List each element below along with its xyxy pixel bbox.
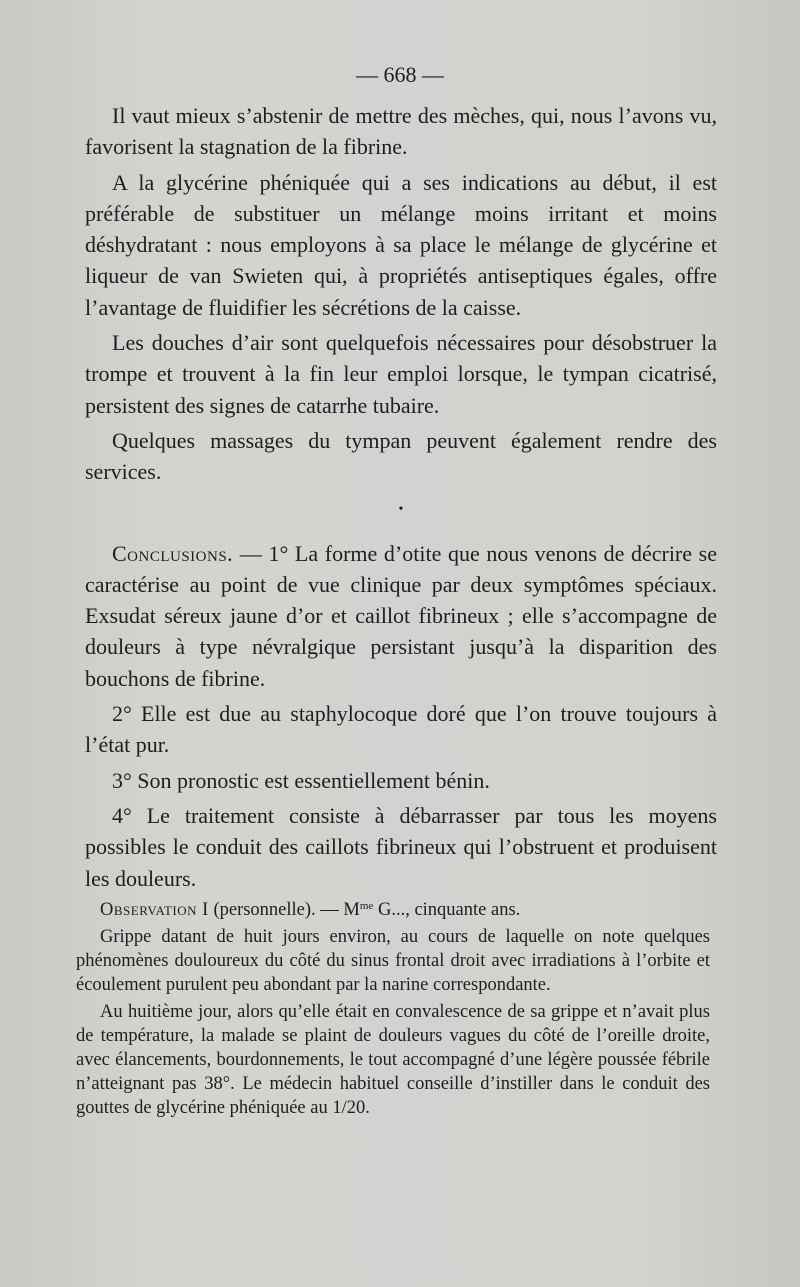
- observation-title: Observation I: [100, 900, 209, 920]
- conclusion-item-4: 4° Le traitement consiste à débarrasser par tous les moyens possibles le conduit des caillots fibrineux qui l’obstruent et produisent les douleurs.: [85, 802, 717, 891]
- page-number: — 668 —: [356, 62, 444, 87]
- main-text: [85, 100, 717, 894]
- paragraph-glycerine: A la glycérine phéniquée qui a ses indications au début, il est préférable de substituer un mélange moins irritant et moins déshydratant : nous employons à sa place le mélange de glycérine et liqueur de van Swieten qui, à propriétés antiseptiques égales, offre l’avantage de fluidifier les sécrétions de la caisse.: [85, 169, 717, 320]
- observation-paragraph-1: Grippe datant de huit jours environ, au cours de laquelle on note quelques phénomènes douloureux du côté du sinus frontal droit avec irradiations à l’orbite et écoulement purulent peu abondant par la narine correspondante.: [76, 927, 710, 995]
- observation-heading-rest: (personnelle). — M: [208, 900, 360, 920]
- observation-block: [76, 898, 710, 1120]
- observation-heading-sup: me: [359, 900, 374, 912]
- observation-heading-tail: G..., cinquante ans.: [373, 900, 521, 920]
- paragraph-douches: Les douches d’air sont quelquefois nécessaires pour désobstruer la trompe et trouvent à la fin leur emploi lorsque, le tympan cicatrisé, persistent des signes de catarrhe tubaire.: [85, 330, 717, 418]
- separator-dot: •: [398, 501, 404, 517]
- conclusion-item-1-text: — 1° La forme d’otite que nous venons de décrire se caractérise au point de vue clinique par deux symptômes spéciaux. Exsudat séreux jaune d’or et caillot fibrineux ; elle s’accompagne de douleurs à type névralgique persistant jusqu’à la disparition des bouchons de fibrine.: [85, 540, 717, 691]
- conclusion-item-3: 3° Son pronostic est essentiellement bénin.: [112, 767, 490, 793]
- paragraph-meches: Il vaut mieux s’abstenir de mettre des mèches, qui, nous l’avons vu, favorisent la stagnation de la fibrine.: [85, 103, 717, 160]
- paragraph-massages: Quelques massages du tympan peuvent également rendre des services.: [85, 427, 717, 485]
- observation-paragraph-2: Au huitième jour, alors qu’elle était en convalescence de sa grippe et n’avait plus de température, la malade se plaint de douleurs vagues du côté de l’oreille droite, avec élancements, bourdonnements, le tout accompagné d’une légère poussée fébrile n’atteignant pas 38°. Le médecin habituel conseille d’instiller dans le conduit des gouttes de glycérine phéniquée au 1/20.: [76, 1002, 710, 1118]
- conclusions-heading: Conclusions.: [112, 540, 234, 566]
- conclusion-item-1: [85, 538, 717, 694]
- conclusion-item-2: 2° Elle est due au staphylocoque doré que l’on trouve toujours à l’état pur.: [85, 701, 717, 758]
- observation-heading: [76, 898, 710, 922]
